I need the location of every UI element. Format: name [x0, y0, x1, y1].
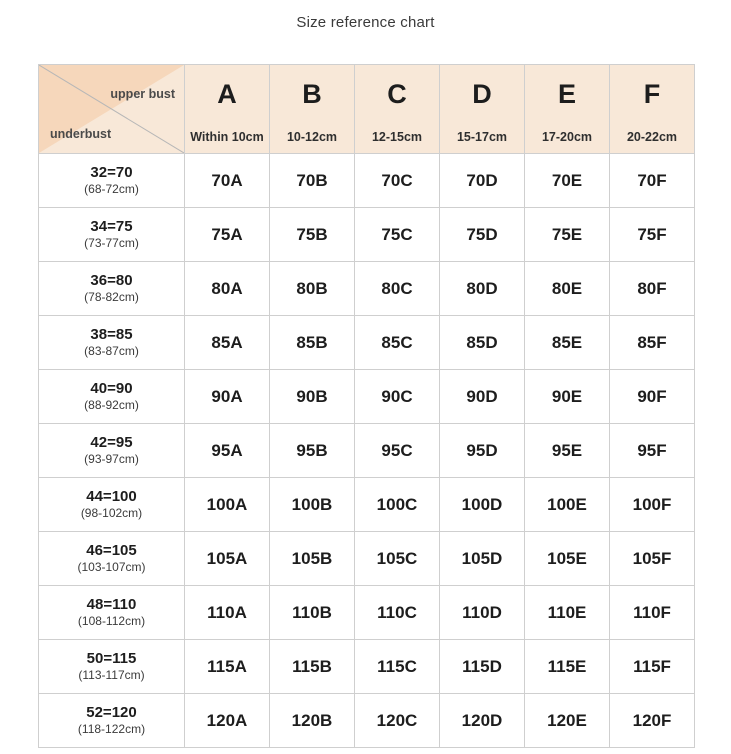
size-cell: 85C: [355, 316, 440, 370]
size-cell: 70B: [270, 154, 355, 208]
size-cell: 100E: [525, 478, 610, 532]
size-cell: 95E: [525, 424, 610, 478]
size-cell: 85F: [610, 316, 695, 370]
band-range: (68-72cm): [84, 182, 139, 197]
size-cell: 90E: [525, 370, 610, 424]
size-cell: 75A: [185, 208, 270, 262]
band-cell: [39, 478, 185, 532]
band-cell: [39, 370, 185, 424]
upper-bust-label: upper bust: [110, 87, 175, 101]
size-cell: 110E: [525, 586, 610, 640]
table-row: [39, 586, 695, 640]
size-cell: 70F: [610, 154, 695, 208]
size-cell: 75D: [440, 208, 525, 262]
size-cell: 110C: [355, 586, 440, 640]
size-cell: 80C: [355, 262, 440, 316]
band-cell: [39, 208, 185, 262]
size-cell: 110A: [185, 586, 270, 640]
band-cell: [39, 316, 185, 370]
size-cell: 75B: [270, 208, 355, 262]
cup-range-c: 12-15cm: [371, 130, 423, 144]
band-range: (78-82cm): [84, 290, 139, 305]
band-cell: [39, 640, 185, 694]
size-cell: 75C: [355, 208, 440, 262]
band-range: (98-102cm): [80, 506, 143, 521]
table-body: [39, 154, 695, 748]
size-cell: 90F: [610, 370, 695, 424]
size-table-container: [38, 64, 694, 748]
cup-letter-d: D: [472, 79, 492, 109]
size-cell: 120C: [355, 694, 440, 748]
corner-header-cell: [39, 65, 185, 154]
size-cell: 115C: [355, 640, 440, 694]
size-cell: 115D: [440, 640, 525, 694]
size-cell: 80D: [440, 262, 525, 316]
size-cell: 120A: [185, 694, 270, 748]
band-size: 50=115: [86, 649, 137, 667]
size-cell: 105E: [525, 532, 610, 586]
size-cell: 95C: [355, 424, 440, 478]
size-cell: 90D: [440, 370, 525, 424]
size-cell: 110D: [440, 586, 525, 640]
band-size: 40=90: [90, 379, 133, 397]
size-cell: 70D: [440, 154, 525, 208]
band-range: (103-107cm): [77, 560, 146, 575]
size-cell: 120B: [270, 694, 355, 748]
size-cell: 115B: [270, 640, 355, 694]
size-cell: 95F: [610, 424, 695, 478]
cup-letter-a: A: [217, 79, 237, 109]
size-cell: 95D: [440, 424, 525, 478]
size-cell: 70E: [525, 154, 610, 208]
cup-letter-e: E: [557, 79, 576, 109]
size-cell: 110F: [610, 586, 695, 640]
size-cell: 85A: [185, 316, 270, 370]
cup-header-c: [355, 65, 440, 154]
size-cell: 75F: [610, 208, 695, 262]
band-range: (118-122cm): [77, 722, 146, 737]
size-cell: 85B: [270, 316, 355, 370]
size-cell: 100D: [440, 478, 525, 532]
size-cell: 100B: [270, 478, 355, 532]
band-range: (113-117cm): [78, 668, 145, 683]
size-reference-table: [38, 64, 695, 748]
page-title: Size reference chart: [296, 14, 435, 31]
band-range: (83-87cm): [84, 344, 139, 359]
table-row: [39, 478, 695, 532]
cup-range-e: 17-20cm: [541, 130, 593, 144]
size-cell: 120F: [610, 694, 695, 748]
band-cell: [39, 586, 185, 640]
size-cell: 105F: [610, 532, 695, 586]
size-cell: 80F: [610, 262, 695, 316]
size-cell: 105C: [355, 532, 440, 586]
size-cell: 120E: [525, 694, 610, 748]
cup-letter-f: F: [643, 79, 661, 109]
size-cell: 105A: [185, 532, 270, 586]
band-cell: [39, 154, 185, 208]
size-cell: 85E: [525, 316, 610, 370]
size-cell: 95A: [185, 424, 270, 478]
table-row: [39, 424, 695, 478]
cup-header-d: [440, 65, 525, 154]
size-cell: 105B: [270, 532, 355, 586]
band-cell: [39, 694, 185, 748]
size-cell: 70C: [355, 154, 440, 208]
size-cell: 75E: [525, 208, 610, 262]
size-cell: 105D: [440, 532, 525, 586]
table-row: [39, 316, 695, 370]
table-row: [39, 370, 695, 424]
size-cell: 95B: [270, 424, 355, 478]
size-cell: 70A: [185, 154, 270, 208]
cup-header-b: [270, 65, 355, 154]
band-size: 52=120: [86, 703, 137, 721]
band-size: 38=85: [90, 325, 133, 343]
size-cell: 110B: [270, 586, 355, 640]
size-cell: 80A: [185, 262, 270, 316]
size-cell: 80B: [270, 262, 355, 316]
table-row: [39, 208, 695, 262]
cup-header-a: [185, 65, 270, 154]
cup-range-d: 15-17cm: [456, 130, 508, 144]
size-cell: 100A: [185, 478, 270, 532]
cup-range-f: 20-22cm: [626, 130, 678, 144]
band-cell: [39, 424, 185, 478]
cup-range-b: 10-12cm: [286, 130, 338, 144]
size-cell: 90C: [355, 370, 440, 424]
cup-header-f: [610, 65, 695, 154]
table-row: [39, 640, 695, 694]
size-cell: 100C: [355, 478, 440, 532]
band-cell: [39, 532, 185, 586]
cup-header-e: [525, 65, 610, 154]
band-range: (93-97cm): [84, 452, 139, 467]
band-cell: [39, 262, 185, 316]
band-range: (73-77cm): [84, 236, 139, 251]
band-size: 42=95: [90, 433, 133, 451]
cup-range-a: Within 10cm: [190, 130, 264, 144]
size-cell: 115A: [185, 640, 270, 694]
size-cell: 90A: [185, 370, 270, 424]
underbust-label: underbust: [50, 127, 112, 141]
table-row: [39, 532, 695, 586]
band-size: 32=70: [90, 163, 133, 181]
band-size: 36=80: [90, 271, 133, 289]
size-cell: 80E: [525, 262, 610, 316]
size-cell: 115E: [525, 640, 610, 694]
band-size: 34=75: [90, 217, 133, 235]
band-range: (88-92cm): [84, 398, 139, 413]
size-cell: 85D: [440, 316, 525, 370]
band-range: (108-112cm): [77, 614, 146, 629]
band-size: 46=105: [86, 541, 137, 559]
table-row: [39, 262, 695, 316]
band-size: 44=100: [86, 487, 137, 505]
table-row: [39, 694, 695, 748]
cup-letter-c: C: [387, 79, 407, 109]
table-row: [39, 154, 695, 208]
table-header-row: [39, 65, 695, 154]
band-size: 48=110: [86, 595, 137, 613]
table-header: [39, 65, 695, 154]
size-cell: 120D: [440, 694, 525, 748]
size-cell: 115F: [610, 640, 695, 694]
cup-letter-b: B: [302, 79, 322, 109]
size-cell: 100F: [610, 478, 695, 532]
size-cell: 90B: [270, 370, 355, 424]
